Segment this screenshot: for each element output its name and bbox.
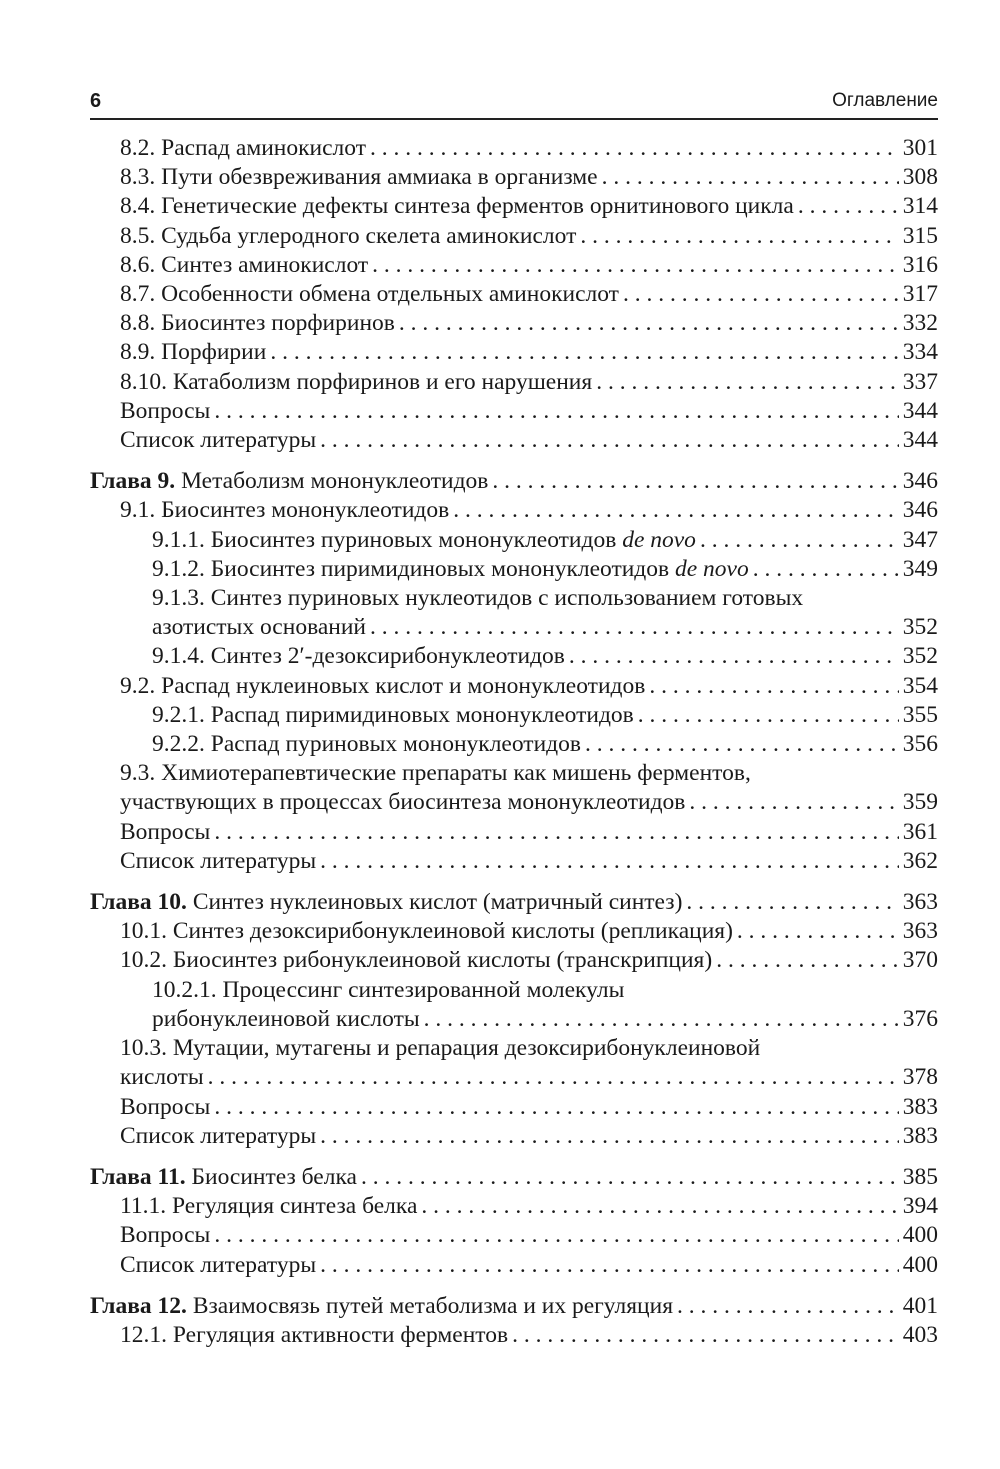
entry-title: 8.5. Судьба углеродного скелета аминокислот xyxy=(120,222,577,249)
entry-page: 363 xyxy=(902,918,938,945)
entry-title: 8.6. Синтез аминокислот xyxy=(120,251,369,278)
toc-entry[interactable] xyxy=(90,192,938,221)
entry-page: 378 xyxy=(902,1064,938,1091)
toc-entry[interactable] xyxy=(90,847,938,876)
entry-page: 346 xyxy=(902,468,938,495)
entry-title: Список литературы xyxy=(120,427,317,454)
entry-title: Список литературы xyxy=(120,1251,317,1278)
chapter-11-section xyxy=(90,1163,938,1280)
entry-title-italic: de novo xyxy=(675,555,749,582)
chapter-title: Синтез нуклеиновых кислот (матричный синтез) xyxy=(192,889,683,916)
entry-page: 356 xyxy=(902,731,938,758)
chapter-label: Глава 10. xyxy=(90,889,187,916)
toc-entry[interactable] xyxy=(90,642,938,671)
entry-title-cont: рибонуклеиновой кислоты xyxy=(152,1005,420,1032)
toc-entry[interactable] xyxy=(90,976,938,1034)
entry-page: 361 xyxy=(902,818,938,845)
page-number: 6 xyxy=(90,90,102,112)
entry-title: 9.1.1. Биосинтез пуриновых мононуклеотидов xyxy=(152,526,617,553)
entry-title: 8.8. Биосинтез порфиринов xyxy=(120,310,395,337)
toc-entry[interactable] xyxy=(90,730,938,759)
toc-entry[interactable] xyxy=(90,555,938,584)
chapter-10-section xyxy=(90,888,938,1151)
entry-page: 349 xyxy=(902,555,938,582)
chapter-9-section xyxy=(90,467,938,876)
entry-title: 9.2. Распад нуклеиновых кислот и мононуклеотидов xyxy=(120,672,646,699)
entry-title-cont: участвующих в процессах биосинтеза мононуклеотидов xyxy=(120,789,686,816)
toc-entry[interactable] xyxy=(90,251,938,280)
toc-entry[interactable] xyxy=(90,280,938,309)
entry-title: 9.1.4. Синтез 2′-дезоксирибонуклеотидов xyxy=(152,643,565,670)
chapter-title: Биосинтез белка xyxy=(191,1163,357,1190)
toc-entry[interactable] xyxy=(90,397,938,426)
entry-title: 10.1. Синтез дезоксирибонуклеиновой кислоты (репликация) xyxy=(120,918,733,945)
entry-title: Вопросы xyxy=(120,1222,211,1249)
toc-entry[interactable] xyxy=(90,496,938,525)
entry-page: 334 xyxy=(902,339,938,366)
entry-page: 363 xyxy=(902,889,938,916)
entry-title: 8.2. Распад аминокислот xyxy=(120,135,366,161)
toc-entry[interactable] xyxy=(90,1122,938,1151)
entry-title: 9.1.3. Синтез пуриновых нуклеотидов с использованием готовых xyxy=(152,585,804,612)
toc-entry[interactable] xyxy=(90,1221,938,1250)
entry-page: 346 xyxy=(902,497,938,524)
entry-page: 400 xyxy=(902,1222,938,1249)
toc-entry[interactable] xyxy=(90,426,938,455)
chapter-8-section xyxy=(90,134,938,455)
entry-page: 394 xyxy=(902,1193,938,1220)
entry-title: Вопросы xyxy=(120,818,211,845)
chapter-title: Метаболизм мононуклеотидов xyxy=(181,468,489,495)
toc-entry[interactable] xyxy=(90,1093,938,1122)
entry-title: 9.3. Химиотерапевтические препараты как мишень ферментов, xyxy=(120,760,751,787)
toc-entry[interactable] xyxy=(90,1251,938,1280)
entry-page: 362 xyxy=(902,847,938,874)
entry-page: 344 xyxy=(902,397,938,424)
chapter-12-section xyxy=(90,1292,938,1350)
entry-title-cont: кислоты xyxy=(120,1064,204,1091)
chapter-heading[interactable] xyxy=(90,467,938,496)
entry-page: 332 xyxy=(902,310,938,337)
toc-entry[interactable] xyxy=(90,672,938,701)
toc-entry[interactable] xyxy=(90,338,938,367)
entry-title: Список литературы xyxy=(120,847,317,874)
entry-title: 9.2.2. Распад пуриновых мононуклеотидов xyxy=(152,731,581,758)
entry-title: 12.1. Регуляция активности ферментов xyxy=(120,1321,509,1348)
entry-title: 9.2.1. Распад пиримидиновых мононуклеотидов xyxy=(152,701,634,728)
entry-page: 376 xyxy=(902,1005,938,1032)
table-of-contents xyxy=(90,134,938,1362)
toc-entry[interactable] xyxy=(90,163,938,192)
entry-title: 8.10. Катаболизм порфиринов и его нарушения xyxy=(120,368,593,395)
toc-entry[interactable] xyxy=(90,222,938,251)
toc-entry[interactable] xyxy=(90,946,938,975)
entry-title: 8.9. Порфирии xyxy=(120,339,267,366)
toc-entry[interactable] xyxy=(90,917,938,946)
chapter-label: Глава 9. xyxy=(90,468,176,495)
entry-page: 301 xyxy=(902,135,938,161)
entry-page: 347 xyxy=(902,526,938,553)
entry-page: 383 xyxy=(902,1122,938,1149)
entry-title: 8.7. Особенности обмена отдельных аминокислот xyxy=(120,281,619,308)
entry-page: 354 xyxy=(902,672,938,699)
toc-entry[interactable] xyxy=(90,701,938,730)
entry-page: 370 xyxy=(902,947,938,974)
toc-entry[interactable] xyxy=(90,309,938,338)
chapter-heading[interactable] xyxy=(90,1292,938,1321)
toc-entry[interactable] xyxy=(90,1321,938,1350)
toc-entry[interactable] xyxy=(90,1034,938,1092)
entry-page: 403 xyxy=(902,1321,938,1348)
chapter-heading[interactable] xyxy=(90,888,938,917)
entry-page: 385 xyxy=(902,1163,938,1190)
entry-page: 383 xyxy=(902,1093,938,1120)
entry-title: 10.2. Биосинтез рибонуклеиновой кислоты (транскрипция) xyxy=(120,947,713,974)
entry-page: 400 xyxy=(902,1251,938,1278)
entry-title: 9.1.2. Биосинтез пиримидиновых мононуклеотидов xyxy=(152,555,670,582)
entry-title: 8.4. Генетические дефекты синтеза ферментов орнитинового цикла xyxy=(120,193,794,220)
entry-title: Вопросы xyxy=(120,397,211,424)
entry-title-cont: азотистых оснований xyxy=(152,614,367,641)
chapter-heading[interactable] xyxy=(90,1163,938,1192)
entry-title: 10.2.1. Процессинг синтезированной молекулы xyxy=(152,976,625,1003)
entry-page: 315 xyxy=(902,222,938,249)
chapter-label: Глава 12. xyxy=(90,1292,187,1319)
entry-page: 359 xyxy=(902,789,938,816)
toc-entry[interactable] xyxy=(90,584,938,642)
toc-entry[interactable] xyxy=(90,1192,938,1221)
entry-page: 308 xyxy=(902,164,938,191)
toc-entry[interactable] xyxy=(90,368,938,397)
chapter-label: Глава 11. xyxy=(90,1163,186,1190)
entry-page: 317 xyxy=(902,281,938,308)
toc-entry[interactable] xyxy=(90,818,938,847)
entry-title: 8.3. Пути обезвреживания аммиака в организме xyxy=(120,164,598,191)
entry-title: Список литературы xyxy=(120,1122,317,1149)
chapter-title: Взаимосвязь путей метаболизма и их регуляция xyxy=(192,1292,674,1319)
entry-page: 337 xyxy=(902,368,938,395)
toc-entry[interactable] xyxy=(90,526,938,555)
entry-title: 10.3. Мутации, мутагены и репарация дезоксирибонуклеиновой xyxy=(120,1035,761,1062)
page-header xyxy=(90,88,938,120)
running-head: Оглавление xyxy=(832,90,938,111)
entry-title: 9.1. Биосинтез мононуклеотидов xyxy=(120,497,450,524)
entry-page: 352 xyxy=(902,614,938,641)
entry-page: 314 xyxy=(902,193,938,220)
toc-entry[interactable] xyxy=(90,759,938,817)
entry-title: Вопросы xyxy=(120,1093,211,1120)
entry-page: 344 xyxy=(902,427,938,454)
entry-title: 11.1. Регуляция синтеза белка xyxy=(120,1193,418,1220)
entry-page: 316 xyxy=(902,251,938,278)
entry-page: 355 xyxy=(902,701,938,728)
entry-page: 401 xyxy=(902,1292,938,1319)
toc-entry[interactable] xyxy=(90,134,938,163)
entry-title-italic: de novo xyxy=(622,526,696,553)
entry-page: 352 xyxy=(902,643,938,670)
